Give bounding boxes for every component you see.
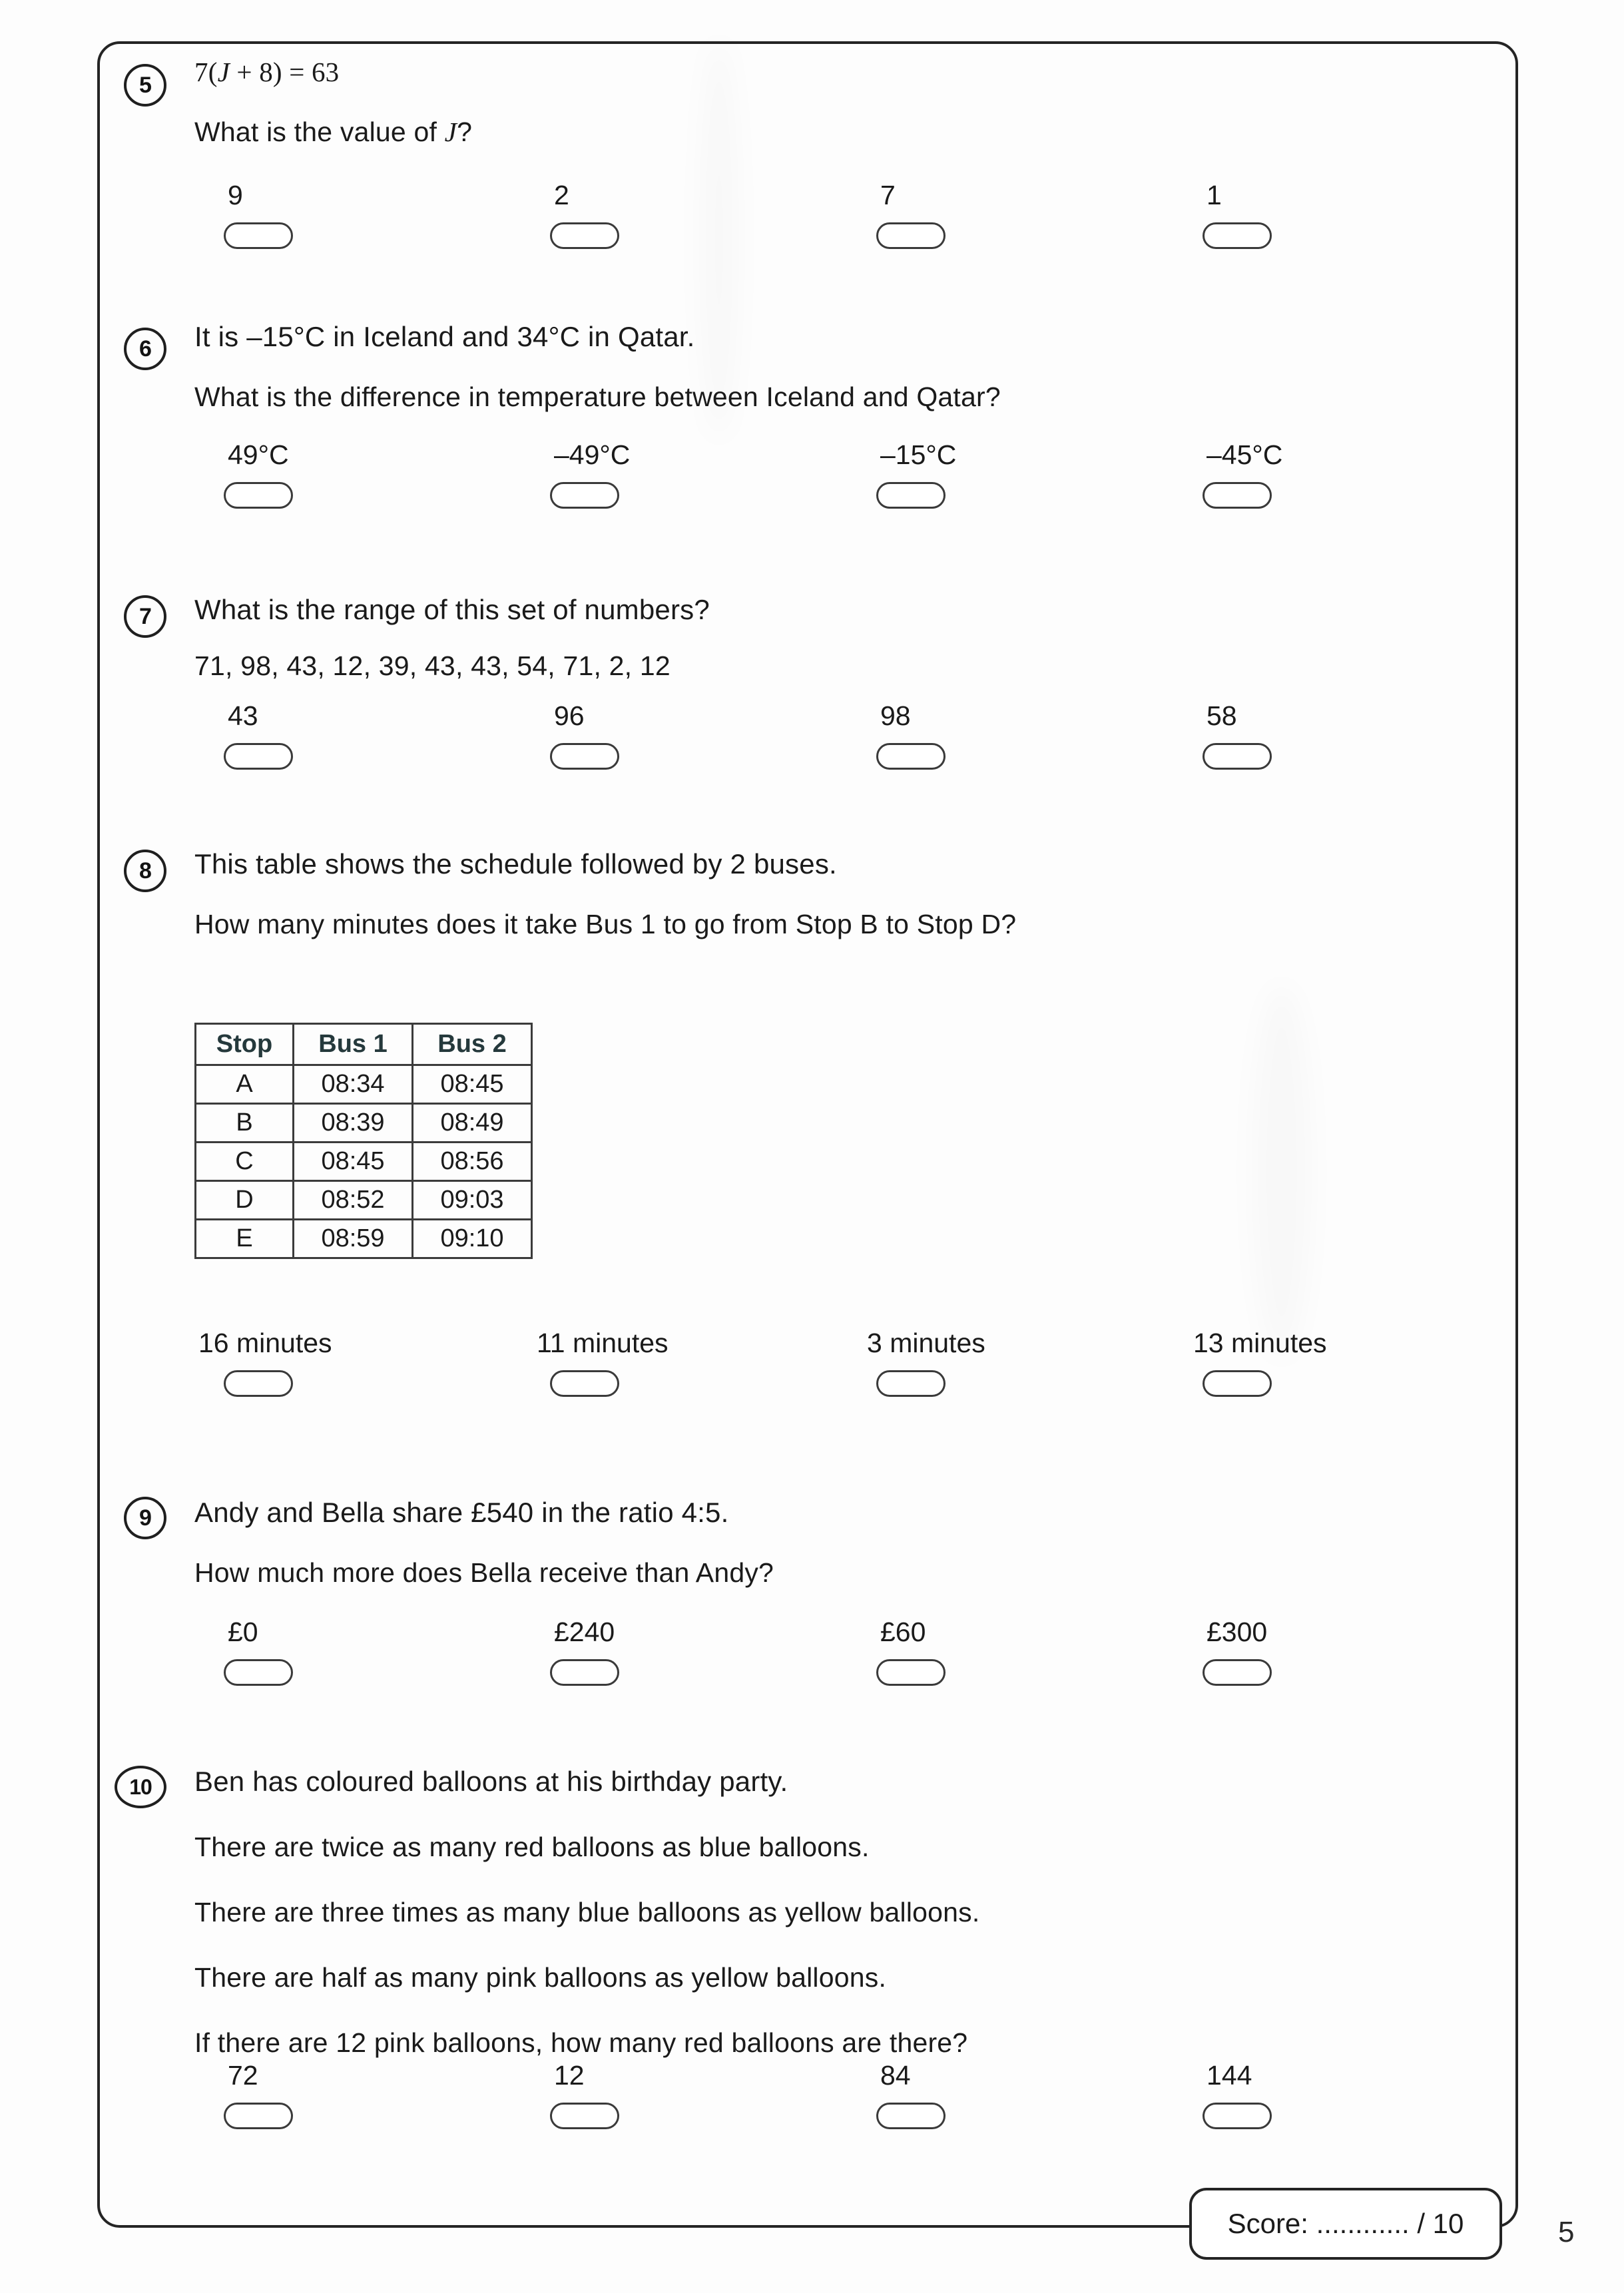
option-4[interactable]: [1173, 439, 1499, 509]
option-label: 16 minutes: [198, 1328, 332, 1358]
answer-checkbox[interactable]: [876, 1659, 946, 1686]
answer-checkbox[interactable]: [550, 1659, 619, 1686]
option-2[interactable]: [521, 1328, 847, 1397]
option-3[interactable]: [847, 439, 1173, 509]
option-label: 58: [1207, 700, 1237, 731]
question-number-9: [124, 1497, 166, 1539]
answer-checkbox[interactable]: [550, 2103, 619, 2129]
option-3[interactable]: [847, 2060, 1173, 2129]
option-3[interactable]: [847, 180, 1173, 249]
option-label: 12: [554, 2060, 585, 2091]
answer-checkbox[interactable]: [224, 482, 293, 509]
question-8-body: [194, 848, 1499, 940]
option-4[interactable]: [1173, 1617, 1499, 1686]
answer-checkbox[interactable]: [224, 1659, 293, 1686]
cell-stop: E: [196, 1220, 294, 1258]
cell-stop: A: [196, 1065, 294, 1104]
question-number-5: [124, 64, 166, 107]
option-label: 84: [880, 2060, 911, 2091]
option-label: 1: [1207, 180, 1222, 210]
table-row: [196, 1181, 532, 1220]
option-label: 43: [228, 700, 258, 731]
question-10-line-2: There are twice as many red balloons as blue balloons.: [194, 1832, 870, 1862]
cell-bus-1: 08:34: [294, 1065, 413, 1104]
question-number-10: [115, 1766, 166, 1808]
question-9-line-2: How much more does Bella receive than Andy?: [194, 1557, 774, 1588]
question-6-line-1: It is –15°C in Iceland and 34°C in Qatar.: [194, 321, 695, 352]
option-label: 2: [554, 180, 569, 210]
option-1[interactable]: [194, 439, 521, 509]
score-blank[interactable]: ............: [1316, 2208, 1410, 2239]
option-1[interactable]: [194, 700, 521, 770]
option-label: 13 minutes: [1193, 1328, 1327, 1358]
option-label: 98: [880, 700, 911, 731]
question-6-options: [194, 439, 1499, 509]
cell-stop: B: [196, 1104, 294, 1143]
option-1[interactable]: [194, 1617, 521, 1686]
question-7-line-2: 71, 98, 43, 12, 39, 43, 43, 54, 71, 2, 12: [194, 650, 671, 681]
column-header-stop: Stop: [196, 1024, 294, 1065]
cell-bus-2: 08:56: [413, 1143, 532, 1181]
answer-checkbox[interactable]: [876, 2103, 946, 2129]
answer-checkbox[interactable]: [1203, 2103, 1272, 2129]
table-header-row: [196, 1024, 532, 1065]
option-4[interactable]: [1173, 180, 1499, 249]
question-10-line-1: Ben has coloured balloons at his birthday party.: [194, 1766, 788, 1797]
cell-bus-1: 08:59: [294, 1220, 413, 1258]
question-number-label: 8: [139, 858, 151, 884]
question-8-line-2: How many minutes does it take Bus 1 to go from Stop B to Stop D?: [194, 909, 1017, 939]
option-2[interactable]: [521, 180, 847, 249]
question-number-label: 6: [139, 336, 151, 362]
question-9-body: [194, 1497, 1499, 1589]
answer-checkbox[interactable]: [1203, 1659, 1272, 1686]
answer-checkbox[interactable]: [876, 743, 946, 770]
cell-bus-2: 09:03: [413, 1181, 532, 1220]
option-label: £0: [228, 1617, 258, 1647]
option-2[interactable]: [521, 439, 847, 509]
table-row: [196, 1065, 532, 1104]
option-4[interactable]: [1173, 2060, 1499, 2129]
cell-bus-1: 08:39: [294, 1104, 413, 1143]
question-number-label: 7: [139, 603, 151, 629]
score-box: [1189, 2188, 1502, 2260]
answer-checkbox[interactable]: [1203, 222, 1272, 249]
score-label: Score:: [1227, 2208, 1308, 2239]
column-header-bus-2: Bus 2: [413, 1024, 532, 1065]
answer-checkbox[interactable]: [550, 743, 619, 770]
question-5-body: [194, 56, 1499, 148]
option-label: 11 minutes: [537, 1328, 669, 1358]
question-10-line-4: There are half as many pink balloons as yellow balloons.: [194, 1962, 887, 1993]
option-label: 49°C: [228, 439, 289, 470]
cell-bus-2: 08:49: [413, 1104, 532, 1143]
question-9-line-1: Andy and Bella share £540 in the ratio 4:5.: [194, 1497, 729, 1528]
option-2[interactable]: [521, 1617, 847, 1686]
question-number-label: 10: [129, 1774, 152, 1799]
question-10-line-3: There are three times as many blue balloons as yellow balloons.: [194, 1897, 980, 1927]
question-9-options: [194, 1617, 1499, 1686]
question-6-line-2: What is the difference in temperature between Iceland and Qatar?: [194, 382, 1001, 412]
option-label: 144: [1207, 2060, 1252, 2091]
answer-checkbox[interactable]: [224, 743, 293, 770]
answer-checkbox[interactable]: [550, 482, 619, 509]
option-label: –49°C: [554, 439, 631, 470]
table-row: [196, 1104, 532, 1143]
answer-checkbox[interactable]: [224, 2103, 293, 2129]
question-5-options: [194, 180, 1499, 249]
question-6-body: [194, 321, 1499, 413]
question-7-options: [194, 700, 1499, 770]
question-number-label: 5: [139, 72, 151, 98]
answer-checkbox[interactable]: [1203, 482, 1272, 509]
option-label: £300: [1207, 1617, 1268, 1647]
answer-checkbox[interactable]: [550, 222, 619, 249]
option-label: 72: [228, 2060, 258, 2091]
answer-checkbox[interactable]: [224, 222, 293, 249]
answer-checkbox[interactable]: [1203, 1370, 1272, 1397]
question-5-line-2: What is the value of J?: [194, 117, 473, 147]
cell-bus-1: 08:52: [294, 1181, 413, 1220]
cell-bus-2: 09:10: [413, 1220, 532, 1258]
option-label: –15°C: [880, 439, 957, 470]
cell-bus-2: 08:45: [413, 1065, 532, 1104]
answer-checkbox[interactable]: [876, 482, 946, 509]
answer-checkbox[interactable]: [224, 1370, 293, 1397]
question-8-options: [194, 1328, 1499, 1397]
option-label: 96: [554, 700, 585, 731]
option-label: 7: [880, 180, 896, 210]
question-10-body: [194, 1766, 1499, 2059]
question-7-body: [194, 594, 1499, 682]
answer-checkbox[interactable]: [876, 222, 946, 249]
cell-bus-1: 08:45: [294, 1143, 413, 1181]
question-number-7: [124, 595, 166, 638]
score-total: / 10: [1417, 2208, 1464, 2239]
bus-schedule-table: [194, 1023, 533, 1259]
question-7-line-1: What is the range of this set of numbers?: [194, 594, 710, 625]
answer-checkbox[interactable]: [876, 1370, 946, 1397]
option-1[interactable]: [194, 1328, 521, 1397]
table-row: [196, 1143, 532, 1181]
option-label: 9: [228, 180, 243, 210]
cell-stop: D: [196, 1181, 294, 1220]
option-3[interactable]: [847, 1617, 1173, 1686]
page-number: 5: [1558, 2216, 1575, 2248]
cell-stop: C: [196, 1143, 294, 1181]
option-label: £240: [554, 1617, 615, 1647]
option-3[interactable]: [847, 700, 1173, 770]
option-label: –45°C: [1207, 439, 1283, 470]
option-3[interactable]: [847, 1328, 1173, 1397]
answer-checkbox[interactable]: [550, 1370, 619, 1397]
option-2[interactable]: [521, 700, 847, 770]
question-10-options: [194, 2060, 1499, 2129]
question-number-label: 9: [139, 1505, 151, 1531]
worksheet-content: [97, 41, 1518, 2228]
column-header-bus-1: Bus 1: [294, 1024, 413, 1065]
question-number-8: [124, 850, 166, 892]
option-1[interactable]: [194, 2060, 521, 2129]
question-number-6: [124, 328, 166, 370]
question-8-line-1: This table shows the schedule followed by 2 buses.: [194, 848, 837, 880]
option-1[interactable]: [194, 180, 521, 249]
option-label: £60: [880, 1617, 926, 1647]
option-2[interactable]: [521, 2060, 847, 2129]
option-label: 3 minutes: [867, 1328, 985, 1358]
question-5-line-1: 7(J + 8) = 63: [194, 57, 340, 87]
option-4[interactable]: [1173, 700, 1499, 770]
option-4[interactable]: [1173, 1328, 1499, 1397]
question-10-line-5: If there are 12 pink balloons, how many red balloons are there?: [194, 2027, 968, 2058]
table-row: [196, 1220, 532, 1258]
answer-checkbox[interactable]: [1203, 743, 1272, 770]
